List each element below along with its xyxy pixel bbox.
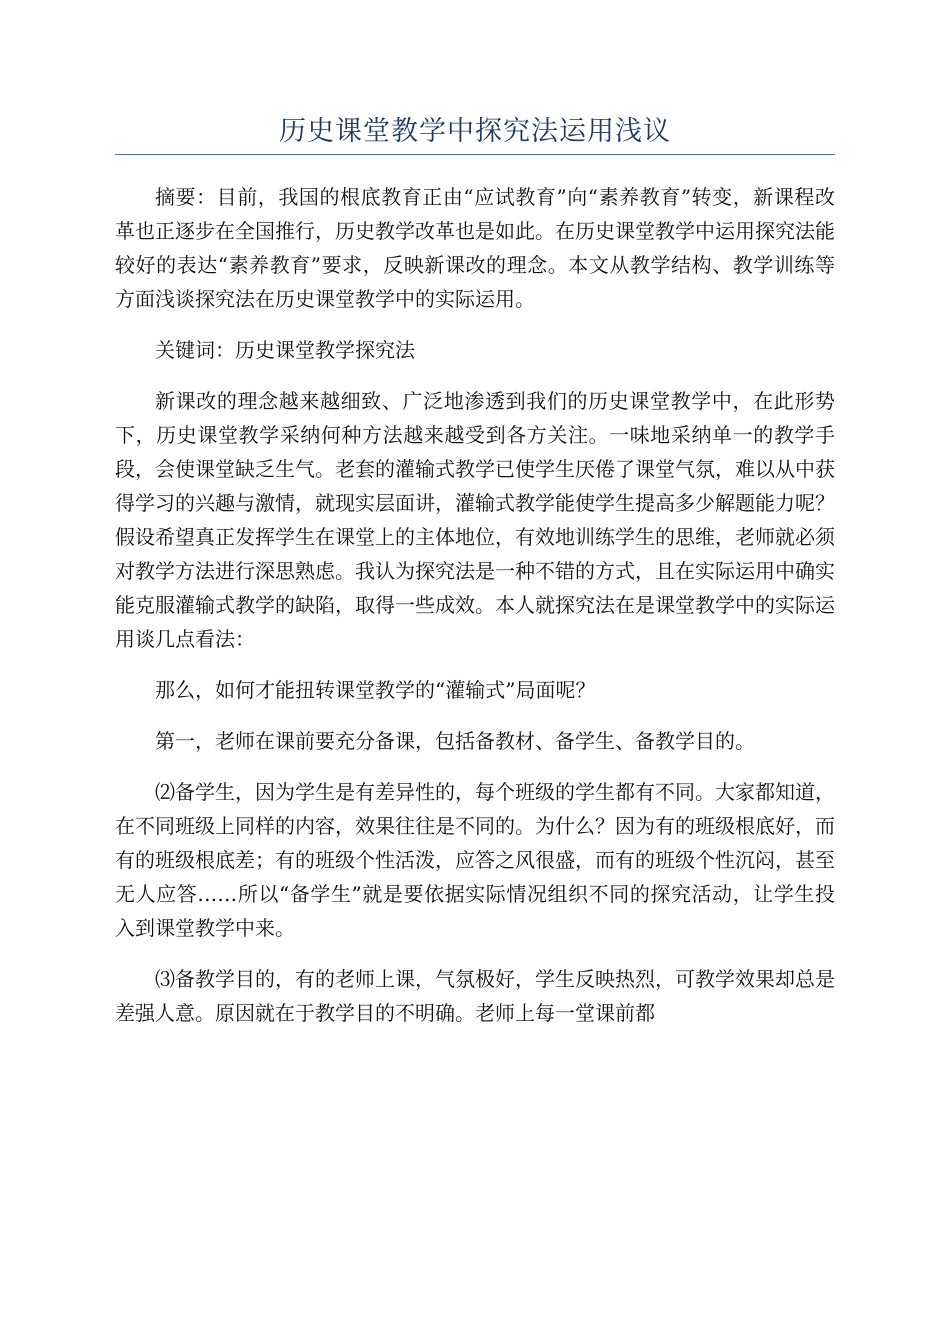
title-underline (115, 154, 835, 155)
body-paragraph: 第一，老师在课前要充分备课，包括备教材、备学生、备教学目的。 (155, 729, 755, 753)
document-title: 历史课堂教学中探究法运用浅议 (279, 116, 671, 147)
body-paragraph: ⑶备教学目的，有的老师上课，气氛极好，学生反映热烈，可教学效果却总是差强人意。原因就在于教学目的不明确。老师上每一堂课前都 (115, 967, 835, 1025)
body-paragraph: 新课改的理念越来越细致、广泛地渗透到我们的历史课堂教学中，在此形势下，历史课堂教学采纳何种方法越来越受到各方关注。一味地采纳单一的教学手段，会使课堂缺乏生气。老套的灌输式教学已使学生厌倦了课堂气氛，难以从中获得学习的兴趣与激情，就现实层面讲，灌输式教学能使学生提高多少解题能力呢？假设希望真正发挥学生在课堂上的主体地位，有效地训练学生的思维，老师就必须对教学方法进行深思熟虑。我认为探究法是一种不错的方式，且在实际运用中确实能克服灌输式教学的缺陷，取得一些成效。本人就探究法在是课堂教学中的实际运用谈几点看法： (115, 389, 835, 651)
body-paragraph: ⑵备学生，因为学生是有差异性的，每个班级的学生都有不同。大家都知道，在不同班级上同样的内容，效果往往是不同的。为什么？因为有的班级根底好，而有的班级根底差；有的班级个性活泼，应答之风很盛，而有的班级个性沉闷，甚至无人应答……所以“备学生”就是要依据实际情况组织不同的探究活动，让学生投入到课堂教学中来。 (115, 780, 835, 940)
document-body (115, 180, 835, 1047)
body-paragraph: 那么，如何才能扭转课堂教学的“灌输式”局面呢？ (155, 678, 596, 702)
keywords-paragraph: 关键词：历史课堂教学探究法 (155, 338, 415, 362)
abstract-paragraph: 摘要：目前，我国的根底教育正由“应试教育”向“素养教育”转变，新课程改革也正逐步在全国推行，历史教学改革也是如此。在历史课堂教学中运用探究法能较好的表达“素养教育”要求，反映新课改的理念。本文从教学结构、教学训练等方面浅谈探究法在历史课堂教学中的实际运用。 (115, 185, 835, 311)
